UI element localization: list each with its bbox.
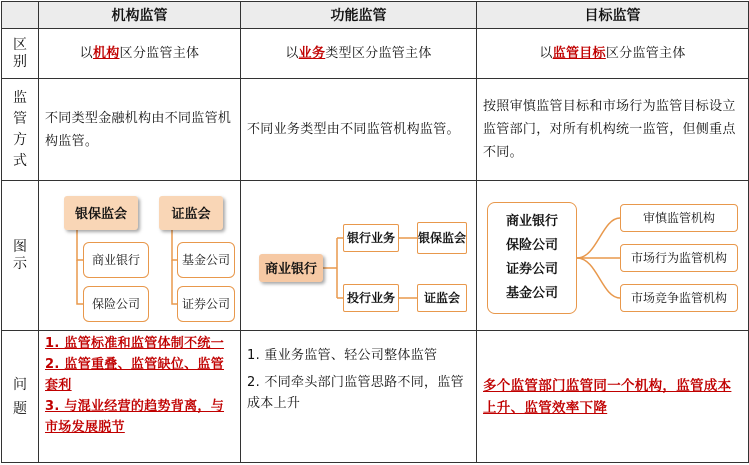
biz-ib-box: 投行业务 <box>343 284 399 312</box>
institution-item: 证券公司 <box>505 261 558 277</box>
text: 区分监管主体 <box>605 46 686 61</box>
label-char: 区 <box>13 36 27 53</box>
text: 类型区分监管主体 <box>325 46 432 61</box>
highlight: 机构 <box>92 46 120 61</box>
distinguish-institutional <box>39 29 241 79</box>
inst-fund-box: 基金公司 <box>177 242 235 278</box>
problem-item: 2. 监管重叠、监管缺位、监管套利 <box>45 357 225 393</box>
highlight: 业务 <box>298 46 326 61</box>
text: 以 <box>79 46 93 61</box>
label-char: 示 <box>13 255 27 272</box>
label-char: 式 <box>13 152 27 169</box>
highlight: 监管目标 <box>552 46 606 61</box>
regulator-csrc-box: 证监会 <box>159 196 223 230</box>
method-functional: 不同业务类型由不同监管机构监管。 <box>241 79 477 181</box>
problem-item: 3. 与混业经营的趋势背离，与市场发展脱节 <box>45 399 225 435</box>
target-competition-box: 市场竞争监管机构 <box>620 284 738 312</box>
header-functional: 功能监管 <box>241 2 477 29</box>
source-bank-box: 商业银行 <box>259 254 323 282</box>
label-char: 问 <box>13 376 27 393</box>
row-label-diagram <box>2 181 39 331</box>
method-objective: 按照审慎监管目标和市场行为监管目标设立监管部门，对所有机构统一监管，但侧重点不同。 <box>477 79 749 181</box>
regulator-cbirc-box: 银保监会 <box>64 196 138 230</box>
diagram-functional <box>241 181 477 331</box>
method-institutional: 不同类型金融机构由不同监管机构监管。 <box>39 79 241 181</box>
label-char: 别 <box>13 53 27 70</box>
label-char: 图 <box>13 238 27 255</box>
diagram-objective <box>477 181 749 331</box>
header-institutional: 机构监管 <box>39 2 241 29</box>
row-label-method <box>2 79 39 181</box>
label-char: 方 <box>13 131 27 148</box>
reg-cbirc-box: 银保监会 <box>417 222 467 254</box>
problems-objective <box>477 331 749 463</box>
institutions-box <box>487 202 577 314</box>
problem-item: 多个监管部门监管同一个机构，监管成本上升、监管效率下降 <box>483 377 732 416</box>
label-char: 题 <box>13 400 27 417</box>
label-char: 管 <box>13 110 27 127</box>
inst-securities-box: 证券公司 <box>177 286 235 322</box>
problem-item: 1. 监管标准和监管体制不统一 <box>45 336 225 351</box>
row-label-problems <box>2 331 39 463</box>
problem-item: 1. 重业务监管、轻公司整体监管 <box>247 348 438 363</box>
inst-insurance-box: 保险公司 <box>83 286 149 322</box>
comparison-table <box>1 1 749 463</box>
diagram-institutional <box>39 181 241 331</box>
institution-item: 商业银行 <box>505 213 558 229</box>
biz-banking-box: 银行业务 <box>343 224 399 252</box>
text: 以 <box>285 46 299 61</box>
label-char: 监 <box>13 89 27 106</box>
inst-bank-box: 商业银行 <box>83 242 149 278</box>
target-market-conduct-box: 市场行为监管机构 <box>620 244 738 272</box>
row-label-distinguish <box>2 29 39 79</box>
corner-cell <box>2 2 39 29</box>
text: 区分监管主体 <box>119 46 200 61</box>
institution-item: 保险公司 <box>505 237 558 253</box>
distinguish-objective <box>477 29 749 79</box>
problem-item: 2. 不同牵头部门监管思路不同，监管成本上升 <box>247 375 464 411</box>
text: 以 <box>539 46 553 61</box>
header-objective: 目标监管 <box>477 2 749 29</box>
institution-item: 基金公司 <box>505 285 558 301</box>
target-prudential-box: 审慎监管机构 <box>620 204 738 232</box>
problems-functional <box>241 331 477 463</box>
distinguish-functional <box>241 29 477 79</box>
reg-csrc-box: 证监会 <box>417 284 467 312</box>
problems-institutional <box>39 331 241 463</box>
